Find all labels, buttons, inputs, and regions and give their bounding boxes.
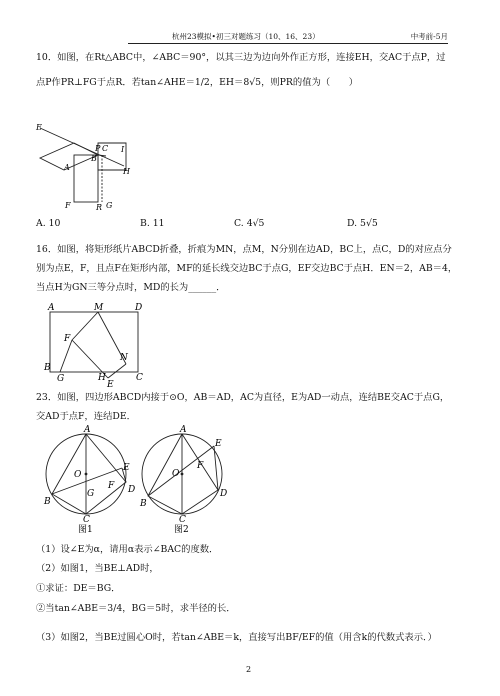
header-title: 杭州23模拟•初三对题练习（10、16、23）	[172, 32, 320, 41]
q10-option-a: A. 10	[36, 218, 61, 229]
label-A: A	[180, 425, 187, 435]
q10-line2: 点P作PR⊥FG于点R．若tan∠AHE＝1/2，EH＝8√5，则PR的值为（ ）	[36, 77, 359, 88]
label-B: B	[44, 363, 51, 373]
q23-figure-1	[44, 426, 134, 536]
label-A: A	[64, 163, 70, 172]
label-O: O	[74, 470, 82, 480]
q23-sub1: （1）设∠E为α，请用α表示∠BAC的度数．	[36, 544, 219, 555]
label-F: F	[197, 461, 204, 471]
label-F: F	[108, 481, 115, 491]
q16-line2: 别为点E，F，且点F在矩形内部，MF的延长线交边BC于点G，EF交边BC于点H．EN＝2，AB＝4，	[36, 263, 458, 274]
label-N: N	[120, 353, 128, 363]
page-number: 2	[246, 665, 252, 674]
segment-be	[148, 446, 214, 496]
label-H: H	[123, 167, 130, 176]
fig1-caption: 图1	[78, 525, 93, 535]
label-D: D	[220, 489, 228, 499]
label-F: F	[64, 334, 71, 344]
q10-option-c: C. 4√5	[234, 218, 265, 229]
q10-option-d: D. 5√5	[347, 218, 378, 229]
q23-line1: 23．如图，四边形ABCD内接于⊙O，AB＝AD，AC为直径，E为AD一动点，连结BE交AC于点G，	[36, 392, 450, 403]
label-I: I	[121, 145, 125, 154]
label-B: B	[91, 154, 97, 163]
fig2-caption: 图2	[174, 525, 189, 535]
q16-line3: 当点H为GN三等分点时，MD的长为______．	[36, 282, 226, 293]
q23-sub2: （2）如图1，当BE⊥AD时，	[36, 563, 159, 574]
label-G: G	[87, 489, 95, 499]
label-E: E	[215, 439, 222, 449]
q23-sub2a: ①求证：DE＝BG．	[36, 583, 121, 594]
label-R: R	[96, 203, 103, 212]
segment-eh	[40, 128, 124, 166]
label-H: H	[98, 373, 106, 383]
q23-figure-2	[140, 426, 230, 536]
label-D: D	[135, 303, 143, 313]
label-C: C	[83, 515, 90, 525]
q10-option-b: B. 11	[140, 218, 165, 229]
label-C: C	[102, 144, 109, 153]
label-C: C	[136, 373, 143, 383]
label-G: G	[106, 201, 113, 210]
segment-ne	[108, 364, 126, 378]
q10-figure	[36, 108, 146, 210]
label-A: A	[48, 303, 55, 313]
label-C: C	[179, 515, 186, 525]
q23-sub2b: ②当tan∠ABE＝3/4，BG＝5时，求半径的长．	[36, 603, 236, 614]
q10-line1: 10．如图，在Rt△ABC中，∠ABC＝90°，以其三边为边向外作正方形，连接EH，交AC于点P，过	[36, 52, 446, 63]
label-E: E	[36, 123, 42, 132]
segment-fg	[60, 340, 72, 372]
label-E: E	[107, 380, 114, 390]
label-E: E	[123, 463, 130, 473]
page-header	[128, 30, 448, 44]
q23-line2: 交AD于点F，连结DE．	[36, 411, 136, 422]
label-D: D	[128, 485, 136, 495]
q23-sub3: （3）如图2，当BE过圆心O时，若tan∠ABE＝k，直接写出BF/EF的值（用含k的代数式表示．）	[36, 632, 437, 643]
segment-mf	[72, 312, 98, 340]
label-B: B	[140, 499, 147, 509]
q16-figure	[36, 300, 146, 388]
label-P: P	[95, 144, 101, 153]
header-note: 中考前-5月	[410, 32, 448, 41]
label-M: M	[94, 303, 104, 313]
label-O: O	[172, 469, 180, 479]
label-F: F	[65, 201, 71, 210]
label-G: G	[57, 374, 65, 384]
label-B: B	[44, 497, 51, 507]
q16-line1: 16．如图，将矩形纸片ABCD折叠，折痕为MN，点M，N分别在边AD，BC上，点C，D的对应点分	[36, 244, 452, 255]
label-A: A	[84, 425, 91, 435]
